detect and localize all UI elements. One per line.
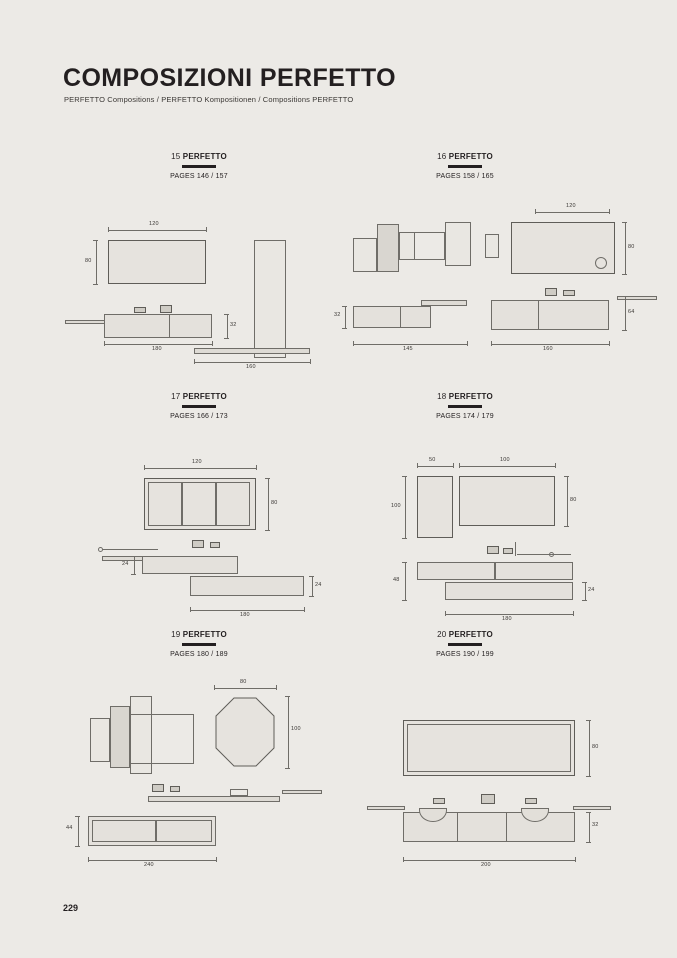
composition-15-title: 15 PERFETTO [171,152,227,161]
dim-tick [131,556,136,557]
dim-label-80: 80 [85,257,92,264]
composition-20-header [345,630,585,658]
panel-unit-e [445,222,471,266]
right-wall-shelf [573,806,611,810]
dim-tick [564,476,569,477]
dim-tick [309,596,314,597]
composition-20-drawing [345,658,645,898]
dim-tick [555,463,556,468]
dim-tick [445,611,446,616]
dim-tick [622,274,627,275]
composition-15 [64,152,334,370]
dim-tick [453,463,454,468]
dim-tick [75,846,80,847]
dim-tick [88,857,89,862]
panel-unit-d [399,232,445,260]
accessory-tray [563,290,575,296]
dim-label-160: 160 [543,345,553,352]
dim-tick [353,341,354,346]
dim-tick [609,341,610,346]
dim-tick [622,222,627,223]
dim-tick [564,526,569,527]
composition-20 [345,630,645,870]
mirror-unit [459,476,555,526]
composition-17-drawing [64,420,334,630]
dim-tick [586,842,591,843]
accessory-cups [160,305,172,313]
dim-tick [304,607,305,612]
dim-tick [586,720,591,721]
accessory-cups [487,546,499,554]
dim-tick [582,582,587,583]
accessory-cups [152,784,164,792]
dim-tick [212,341,213,346]
accessory-cups [545,288,557,296]
dim-tick [402,562,407,563]
accessory-tray [134,307,146,313]
dim-tick [190,607,191,612]
octagon-mirror [214,696,276,768]
composition-17-title: 17 PERFETTO [171,392,227,401]
title-rule [182,405,216,408]
left-wall-shelf [367,806,405,810]
dim-tick [467,341,468,346]
dim-tick [265,478,270,479]
right-vanity-drawer [491,300,539,330]
dim-line-160 [491,344,609,345]
composition-15-drawing [64,180,334,380]
dim-label-80: 80 [592,743,599,750]
dim-line-44 [78,816,79,846]
dim-tick [402,476,407,477]
panel-unit-b [110,706,130,768]
dim-tick [573,611,574,616]
dim-label-24b: 24 [315,581,322,588]
dim-label-32: 32 [334,311,341,318]
dim-tick [342,328,347,329]
dim-line-32 [589,812,590,842]
dim-line-80 [567,476,568,526]
dim-line-24a [134,556,135,574]
dim-label-64: 64 [628,308,635,315]
accessory-tray [210,542,220,548]
accessory-tray-left [433,798,445,804]
dim-tick [194,359,195,364]
dim-tick [285,768,290,769]
dim-tick [206,227,207,232]
side-vanity-unit [495,562,573,580]
dim-label-240: 240 [144,861,154,868]
accessory-tray [503,548,513,554]
composition-15-header [64,152,334,180]
dim-label-32: 32 [230,321,237,328]
dim-tick [75,816,80,817]
lower-vanity-unit [190,576,304,596]
dim-tick [417,463,418,468]
composition-17-header [64,392,334,420]
dim-tick [93,240,98,241]
composition-19-title: 19 PERFETTO [171,630,227,639]
dim-line-180 [190,610,304,611]
dim-tick [265,530,270,531]
composition-17 [64,392,334,618]
composition-16-title: 16 PERFETTO [437,152,493,161]
dim-tick [256,465,257,470]
composition-16-drawing [334,180,645,380]
vanity-top-unit [142,556,238,574]
dim-line-80 [96,240,97,284]
base-cabinet-drawer-right [156,820,212,842]
dim-label-48: 48 [393,576,400,583]
dim-line-180 [104,344,212,345]
vanity-drawer-center [457,812,507,842]
dim-label-100-top: 100 [500,456,510,463]
dim-tick [535,209,536,214]
dim-tick [285,696,290,697]
composition-16-pages: PAGES 158 / 165 [436,172,494,180]
lower-vanity-unit [445,582,573,600]
rail-support [515,542,516,556]
left-vanity-top [421,300,467,306]
dim-line-80 [214,688,276,689]
dim-tick [402,538,407,539]
composition-19 [64,630,334,870]
dim-tick [144,465,145,470]
dim-tick [403,857,404,862]
composition-16 [334,152,645,352]
composition-20-pages: PAGES 190 / 199 [436,650,494,658]
dim-tick [93,284,98,285]
title-rule [182,165,216,168]
rail-end-icon [98,547,103,552]
title-rule [448,405,482,408]
dim-label-160: 160 [246,363,256,370]
composition-18 [345,392,645,622]
dim-line-80 [589,720,590,776]
upper-vanity-unit [417,562,495,580]
composition-19-header [64,630,334,658]
rail-end-icon [549,552,554,557]
dim-tick [131,574,136,575]
dim-label-120: 120 [149,220,159,227]
dim-tick [224,314,229,315]
page-number: 229 [63,903,79,913]
dim-line-160 [194,362,310,363]
towel-rail [517,554,571,555]
basin-plan [230,789,248,796]
dim-tick [224,338,229,339]
panel-unit-d [130,714,194,764]
dim-tick [491,341,492,346]
dim-tick [104,341,105,346]
dim-label-120: 120 [566,202,576,209]
dim-tick [575,857,576,862]
mirror-door-1 [148,482,182,526]
dim-label-145: 145 [403,345,413,352]
composition-17-pages: PAGES 166 / 173 [170,412,228,420]
dim-tick [276,685,277,690]
dim-line-64 [625,296,626,330]
dim-tick [622,330,627,331]
composition-18-header [345,392,585,420]
dim-line-50 [417,466,453,467]
dim-line-240 [88,860,216,861]
composition-16-header [345,152,585,180]
base-plinth [194,348,310,354]
towel-rail [102,549,158,550]
composition-18-drawing [345,420,645,630]
composition-15-pages: PAGES 146 / 157 [170,172,228,180]
dim-tick [402,600,407,601]
dim-line-48 [405,562,406,600]
accessory-cups [481,794,495,804]
page-subtitle: PERFETTO Compositions / PERFETTO Kompositionen / Compositions PERFETTO [64,95,354,104]
vanity-drawer-left [104,314,170,338]
round-mirror-icon [595,257,607,269]
dim-label-80: 80 [570,496,577,503]
dim-tick [459,463,460,468]
composition-18-pages: PAGES 174 / 179 [436,412,494,420]
dim-line-24 [585,582,586,600]
dim-line-100-left [405,476,406,538]
dim-line-145 [353,344,467,345]
dim-label-32: 32 [592,821,599,828]
dim-line-180 [445,614,573,615]
dim-line-24b [312,576,313,596]
dim-line-80 [268,478,269,530]
dim-label-44: 44 [66,824,73,831]
dim-line-120 [108,230,206,231]
dim-label-200: 200 [481,861,491,868]
dim-label-80: 80 [628,243,635,250]
dim-label-120: 120 [192,458,202,465]
mirror-door-2 [182,482,216,526]
dim-label-24a: 24 [122,560,129,567]
mirror-inner-frame [407,724,571,772]
dim-label-180: 180 [502,615,512,622]
left-vanity-drawer [353,306,401,328]
dim-tick [622,296,627,297]
dim-label-80: 80 [240,678,247,685]
tall-column-unit [254,240,286,358]
dim-label-80: 80 [271,499,278,506]
dim-line-100 [288,696,289,768]
dim-tick [108,227,109,232]
composition-19-drawing [64,658,334,898]
dim-tick [582,600,587,601]
dim-label-180: 180 [152,345,162,352]
dim-line-80 [625,222,626,274]
dim-tick [310,359,311,364]
dim-tick [342,306,347,307]
accessory-tray [170,786,180,792]
base-cabinet-drawer-left [92,820,156,842]
left-wall-shelf [65,320,107,324]
dim-line-200 [403,860,575,861]
dim-label-180: 180 [240,611,250,618]
panel-unit-b [377,224,399,272]
dim-tick [609,209,610,214]
title-rule [448,643,482,646]
page-title: COMPOSIZIONI PERFETTO [63,64,396,92]
title-rule [448,165,482,168]
accessory-tray-right [525,798,537,804]
small-wall-unit [485,234,499,258]
mirror-unit [108,240,206,284]
accessory-cups [192,540,204,548]
dim-line-120 [535,212,609,213]
dim-line-32 [227,314,228,338]
dim-line-100-top [459,466,555,467]
dim-label-100-left: 100 [391,502,401,509]
tall-mirror-unit [417,476,453,538]
composition-20-title: 20 PERFETTO [437,630,493,639]
composition-18-title: 18 PERFETTO [437,392,493,401]
title-rule [182,643,216,646]
panel-unit-a [353,238,377,272]
dim-tick [586,812,591,813]
mirror-door-3 [216,482,250,526]
dim-tick [586,776,591,777]
dim-tick [216,857,217,862]
dim-line-32 [345,306,346,328]
dim-tick [214,685,215,690]
dim-line-120 [144,468,256,469]
counter-top [148,796,280,802]
panel-unit-a [90,718,110,762]
dim-label-100: 100 [291,725,301,732]
dim-tick [309,576,314,577]
composition-19-pages: PAGES 180 / 189 [170,650,228,658]
right-wall-shelf [282,790,322,794]
dim-label-50: 50 [429,456,436,463]
dim-label-24: 24 [588,586,595,593]
